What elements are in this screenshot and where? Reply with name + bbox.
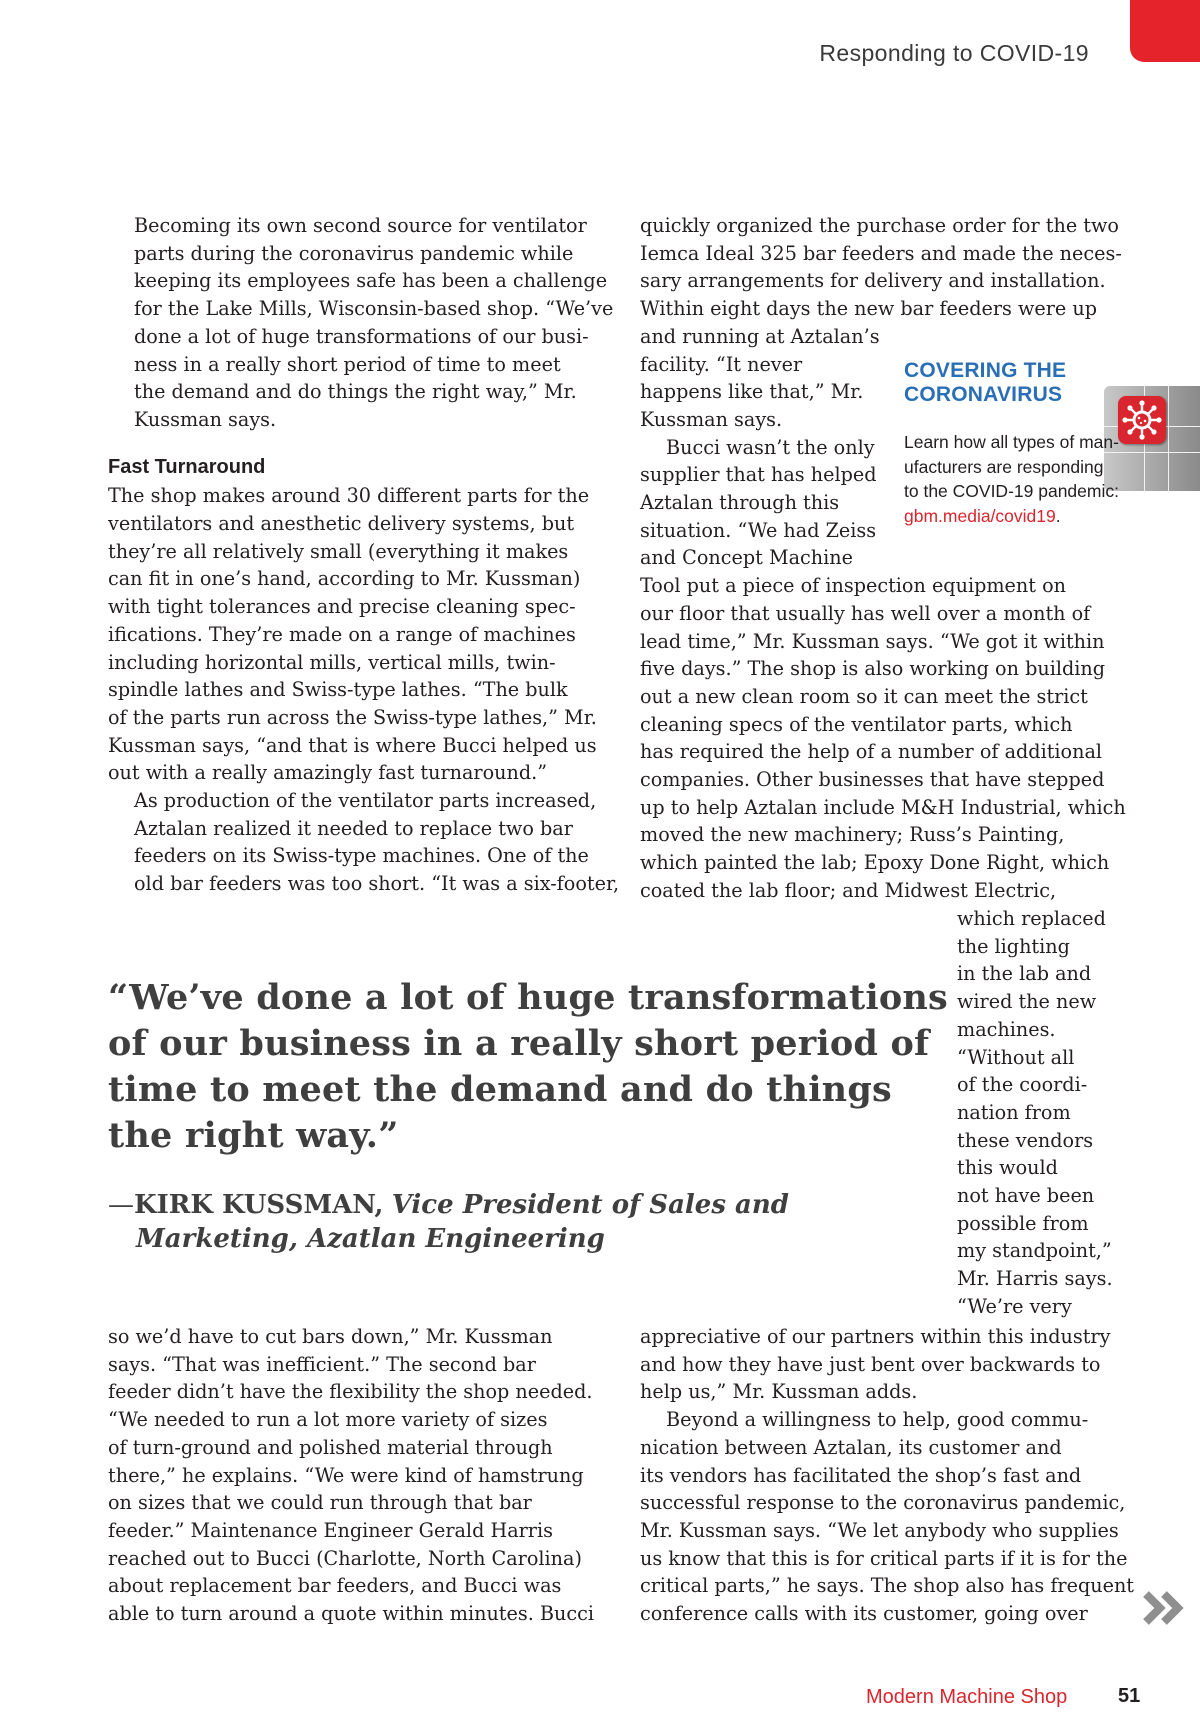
paragraph: Becoming its own second source for ventilator parts during the coronavirus pandemic while keeping its employees safe has been a challenge for the Lake Mills, Wisconsin-based shop. “We’ve done a lot of huge transformations of our busi- ness in a really short period of time to meet the demand and do things the right way,” Mr. Kussman says. — [134, 214, 614, 431]
attribution-name: KIRK KUSSMAN, — [134, 1190, 384, 1220]
sidebar-body: Learn how all types of man- ufacturers are responding to the COVID-19 pandemic: gbm.media/covid19. — [904, 432, 1119, 526]
covid-link[interactable]: gbm.media/covid19 — [904, 505, 1056, 526]
section-color-tab — [1130, 0, 1200, 62]
section-title: Responding to COVID-19 — [819, 40, 1089, 66]
sidebar-title: COVERING THE CORONAVIRUS — [904, 359, 1067, 406]
paragraph: so we’d have to cut bars down,” Mr. Kussman says. “That was inefficient.” The second bar feeder didn’t have the flexibility the shop needed. “We needed to run a lot more variety of sizes of turn-ground and polished material through there,” he explains. “We were kind of hamstrung on sizes that we could run through that bar feeder.” Maintenance Engineer Gerald Harris reached out to Bucci (Charlotte, North Carolina) about replacement bar feeders, and Bucci was able to turn around a quote within minutes. Bucci — [108, 1325, 594, 1626]
subheading: Fast Turnaround — [108, 455, 266, 478]
double-chevron-right-icon[interactable] — [1140, 1588, 1188, 1628]
paragraph: quickly organized the purchase order for the two Iemca Ideal 325 bar feeders and made the neces- sary arrangements for delivery and installation. Within eight days the new bar feeders were up and running at Aztalan’s facility. “It never happens like that,” Mr. Kussman says. — [640, 214, 1122, 431]
right-column-top — [640, 212, 1140, 905]
left-column-bottom — [108, 1323, 608, 1628]
paragraph: The shop makes around 30 different parts for the ventilators and anesthetic delivery systems, but they’re all relatively small (everything it makes can fit in one’s hand, according to Mr. Kussman) with tight tolerances and precise cleaning spec- ifications. They’re made on a range of machines including horizontal mills, vertical mills, twin- spindle lathes and Swiss-type lathes. “The bulk of the parts run across the Swiss-type lathes,” Mr. Kussman says, “and that is where Bucci helped us out with a really amazingly fast turnaround.” — [108, 484, 597, 785]
paragraph: Beyond a willingness to help, good commu- nication between Aztalan, its customer and its vendors has facilitated the shop’s fast and successful response to the coronavirus pandemic, Mr. Kussman says. “We let anybody who supplies us know that this is for critical parts if it is for the critical parts,” he says. The shop also has frequent conference calls with its customer, going over — [640, 1408, 1135, 1626]
paragraph: appreciative of our partners within this industry and how they have just bent over backwards to help us,” Mr. Kussman adds. — [640, 1325, 1111, 1404]
pull-quote: “We’ve done a lot of huge transformations of our business in a really short period of time to meet the demand and do things the right way.” — [108, 977, 948, 1156]
left-column-top — [108, 212, 620, 898]
paragraph: which replaced the lighting in the lab and wired the new machines. “Without all of the coordi- nation from these vendors this would not have been possible from my standpoint,” Mr. Harris says. “We’re very — [957, 907, 1113, 1318]
right-column-bottom — [640, 1323, 1150, 1628]
paragraph: Bucci wasn’t the only supplier that has helped Aztalan through this situation. “We had Zeiss and Concept Machine Tool put a piece of inspection equipment on our floor that usually has well over a month of lead time,” Mr. Kussman says. “We got it within five days.” The shop is also working on building out a new clean room so it can meet the strict cleaning specs of the ventilator parts, which has required the help of a number of additional companies. Other businesses that have stepped up to help Aztalan include M&H Industrial, which moved the new machinery; Russ’s Painting, which painted the lab; Epoxy Done Right, which coated the lab floor; and Midwest Electric, — [640, 435, 1126, 902]
paragraph: As production of the ventilator parts increased, Aztalan realized it needed to replace two bar feeders on its Swiss-type machines. One of the old bar feeders was too short. “It was a six-footer, — [134, 789, 620, 896]
quote-attribution: —KIRK KUSSMAN, Vice President of Sales and Marketing, Azatlan Engineering — [108, 1190, 789, 1254]
magazine-name: Modern Machine Shop — [866, 1686, 1068, 1708]
page-number: 51 — [1118, 1685, 1141, 1707]
right-column-wrap — [957, 905, 1157, 1321]
